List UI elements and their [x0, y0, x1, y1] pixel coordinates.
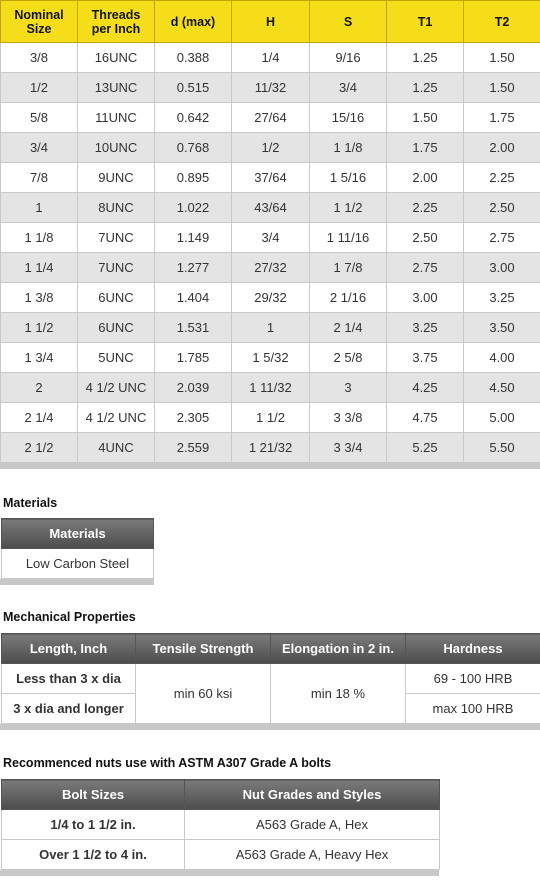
table-cell: 1.50 — [387, 103, 464, 133]
table-cell: 27/32 — [232, 253, 310, 283]
table-cell: 1.25 — [387, 43, 464, 73]
table-cell: 1 11/16 — [310, 223, 387, 253]
mech-length-1: Less than 3 x dia — [2, 664, 136, 694]
table-row — [1, 433, 540, 463]
table-cell: 0.768 — [155, 133, 232, 163]
table-cell: 2.039 — [155, 373, 232, 403]
nuts-header-nut-grades: Nut Grades and Styles — [185, 780, 440, 810]
table-row — [1, 163, 540, 193]
table-cell: 4UNC — [78, 433, 155, 463]
table-cell: 29/32 — [232, 283, 310, 313]
table-cell: 3 3/4 — [310, 433, 387, 463]
table-cell: 9/16 — [310, 43, 387, 73]
table-cell: 1.149 — [155, 223, 232, 253]
table-cell: 9UNC — [78, 163, 155, 193]
table-cell: 0.895 — [155, 163, 232, 193]
table-cell: 1.25 — [387, 73, 464, 103]
table-cell: 1.531 — [155, 313, 232, 343]
table-row — [1, 223, 540, 253]
table-cell: 3.00 — [387, 283, 464, 313]
table-cell: 4.00 — [464, 343, 540, 373]
header-t2: T2 — [464, 1, 540, 43]
table-row — [1, 343, 540, 373]
table-cell: 2 1/4 — [310, 313, 387, 343]
table-cell: 2.50 — [464, 193, 540, 223]
table-cell: 37/64 — [232, 163, 310, 193]
table-cell: 5UNC — [78, 343, 155, 373]
table-row — [1, 373, 540, 403]
mechanical-title: Mechanical Properties — [3, 610, 136, 624]
nuts-header-bolt-sizes: Bolt Sizes — [2, 780, 185, 810]
nuts-table — [1, 779, 440, 870]
mech-hardness-2: max 100 HRB — [406, 694, 540, 724]
table-cell: 1 7/8 — [310, 253, 387, 283]
nuts-grade-1: A563 Grade A, Hex — [185, 810, 440, 840]
table-cell: 2 1/4 — [1, 403, 78, 433]
materials-header: Materials — [2, 519, 154, 549]
table-row — [1, 103, 540, 133]
mech-header-length: Length, Inch — [2, 634, 136, 664]
table-cell: 1 3/8 — [1, 283, 78, 313]
table-cell: 16UNC — [78, 43, 155, 73]
table-row — [1, 73, 540, 103]
mech-length-2: 3 x dia and longer — [2, 694, 136, 724]
materials-value: Low Carbon Steel — [2, 549, 154, 579]
table-cell: 1 — [1, 193, 78, 223]
table-cell: 2 1/2 — [1, 433, 78, 463]
table-cell: 6UNC — [78, 283, 155, 313]
mech-tensile: min 60 ksi — [136, 664, 271, 724]
table-cell: 1.022 — [155, 193, 232, 223]
mech-header-tensile: Tensile Strength — [136, 634, 271, 664]
table-row — [1, 403, 540, 433]
table-cell: 0.388 — [155, 43, 232, 73]
table-cell: 4.25 — [387, 373, 464, 403]
table-cell: 3 — [310, 373, 387, 403]
table-cell: 2 1/16 — [310, 283, 387, 313]
dimensions-header-row — [1, 1, 540, 43]
mech-elongation: min 18 % — [271, 664, 406, 724]
table-cell: 0.515 — [155, 73, 232, 103]
table-cell: 1 11/32 — [232, 373, 310, 403]
header-t1: T1 — [387, 1, 464, 43]
table-cell: 2.00 — [387, 163, 464, 193]
table-cell: 5.00 — [464, 403, 540, 433]
table-cell: 1 1/8 — [310, 133, 387, 163]
table-cell: 1.75 — [387, 133, 464, 163]
table-cell: 11/32 — [232, 73, 310, 103]
header-d-max: d (max) — [155, 1, 232, 43]
nuts-bolt-size-1: 1/4 to 1 1/2 in. — [2, 810, 185, 840]
table-cell: 5.25 — [387, 433, 464, 463]
mechanical-table — [1, 633, 540, 724]
table-row — [1, 313, 540, 343]
header-h: H — [232, 1, 310, 43]
mech-header-hardness: Hardness — [406, 634, 540, 664]
table-cell: 1 1/8 — [1, 223, 78, 253]
table-cell: 1.50 — [464, 43, 540, 73]
table-cell: 0.642 — [155, 103, 232, 133]
table-cell: 3/8 — [1, 43, 78, 73]
table-cell: 1/2 — [1, 73, 78, 103]
table-cell: 11UNC — [78, 103, 155, 133]
table-cell: 27/64 — [232, 103, 310, 133]
table-cell: 4.75 — [387, 403, 464, 433]
nuts-bolt-size-2: Over 1 1/2 to 4 in. — [2, 840, 185, 870]
table-cell: 3.50 — [464, 313, 540, 343]
table-cell: 3.75 — [387, 343, 464, 373]
table-cell: 3 3/8 — [310, 403, 387, 433]
table-row — [1, 43, 540, 73]
table-cell: 4 1/2 UNC — [78, 403, 155, 433]
table-cell: 1 1/2 — [232, 403, 310, 433]
table-cell: 5.50 — [464, 433, 540, 463]
table-row — [1, 193, 540, 223]
table-cell: 1.277 — [155, 253, 232, 283]
table-cell: 1 5/32 — [232, 343, 310, 373]
header-nominal-size: Nominal Size — [1, 1, 78, 43]
dimensions-body — [1, 43, 540, 463]
table-cell: 1.75 — [464, 103, 540, 133]
nuts-title: Recommenced nuts use with ASTM A307 Grade A bolts — [3, 756, 332, 770]
table-cell: 1/4 — [232, 43, 310, 73]
header-threads-per-inch: Threads per Inch — [78, 1, 155, 43]
table-cell: 2 5/8 — [310, 343, 387, 373]
table-cell: 43/64 — [232, 193, 310, 223]
table-cell: 13UNC — [78, 73, 155, 103]
table-cell: 2 — [1, 373, 78, 403]
table-row — [1, 283, 540, 313]
table-cell: 1/2 — [232, 133, 310, 163]
table-row — [1, 253, 540, 283]
header-s: S — [310, 1, 387, 43]
table-cell: 4 1/2 UNC — [78, 373, 155, 403]
table-cell: 1.404 — [155, 283, 232, 313]
table-cell: 8UNC — [78, 193, 155, 223]
table-cell: 7UNC — [78, 223, 155, 253]
table-cell: 1 21/32 — [232, 433, 310, 463]
table-cell: 2.25 — [464, 163, 540, 193]
table-cell: 15/16 — [310, 103, 387, 133]
table-cell: 1 5/16 — [310, 163, 387, 193]
table-cell: 2.75 — [387, 253, 464, 283]
table-cell: 3/4 — [1, 133, 78, 163]
divider — [0, 870, 439, 876]
table-cell: 10UNC — [78, 133, 155, 163]
table-cell: 2.25 — [387, 193, 464, 223]
table-cell: 2.50 — [387, 223, 464, 253]
table-cell: 2.305 — [155, 403, 232, 433]
table-cell: 2.75 — [464, 223, 540, 253]
table-cell: 1 1/2 — [310, 193, 387, 223]
table-cell: 1.50 — [464, 73, 540, 103]
table-cell: 3.25 — [464, 283, 540, 313]
table-cell: 3.00 — [464, 253, 540, 283]
materials-table — [1, 518, 154, 579]
table-cell: 1 1/2 — [1, 313, 78, 343]
table-cell: 4.50 — [464, 373, 540, 403]
mech-header-elongation: Elongation in 2 in. — [271, 634, 406, 664]
table-cell: 2.00 — [464, 133, 540, 163]
mech-hardness-1: 69 - 100 HRB — [406, 664, 540, 694]
table-cell: 7UNC — [78, 253, 155, 283]
table-cell: 5/8 — [1, 103, 78, 133]
table-row — [1, 133, 540, 163]
table-cell: 3.25 — [387, 313, 464, 343]
table-cell: 2.559 — [155, 433, 232, 463]
table-cell: 1.785 — [155, 343, 232, 373]
table-cell: 7/8 — [1, 163, 78, 193]
table-cell: 3/4 — [310, 73, 387, 103]
table-cell: 1 1/4 — [1, 253, 78, 283]
table-cell: 1 — [232, 313, 310, 343]
table-cell: 6UNC — [78, 313, 155, 343]
nuts-grade-2: A563 Grade A, Heavy Hex — [185, 840, 440, 870]
table-cell: 1 3/4 — [1, 343, 78, 373]
materials-title: Materials — [3, 496, 58, 510]
table-cell: 3/4 — [232, 223, 310, 253]
